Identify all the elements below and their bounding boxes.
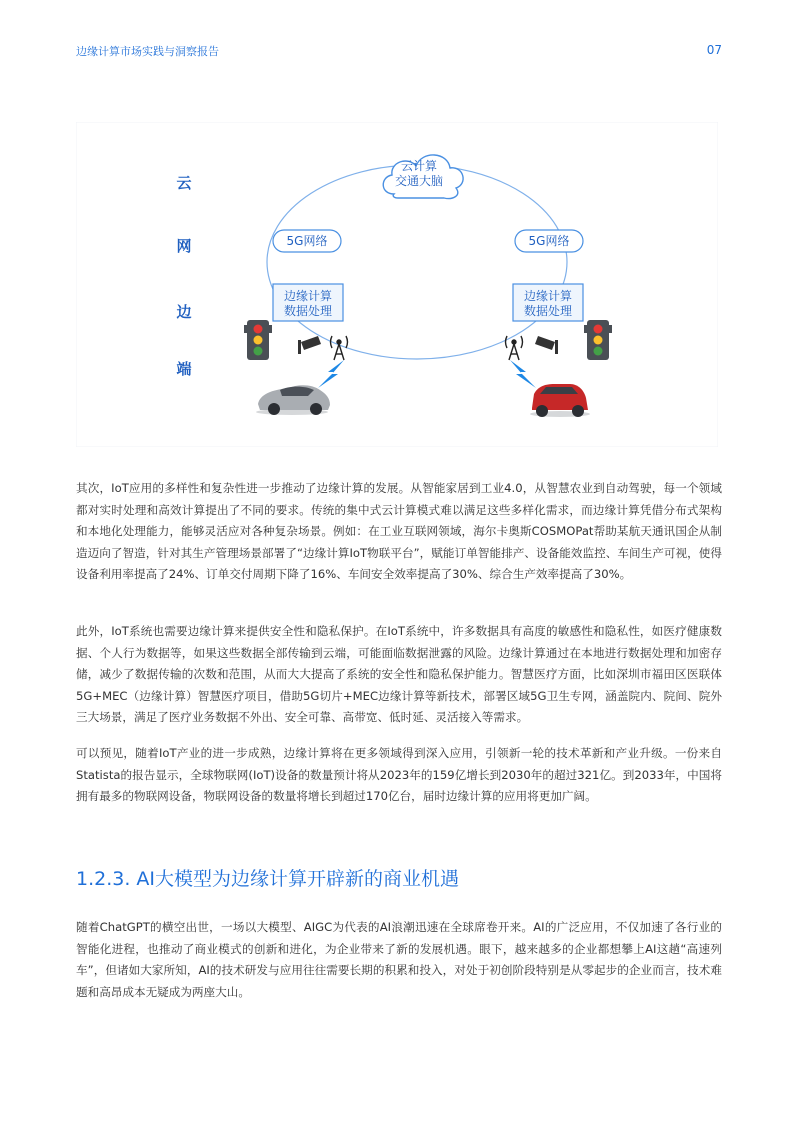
- edge-right-line1: 边缘计算: [523, 289, 573, 303]
- paragraph-iot-security: 此外，IoT系统也需要边缘计算来提供安全性和隐私保护。在IoT系统中，许多数据具有高度的敏感性和隐私性，如医疗健康数据、个人行为数据等，如果这些数据全部传输到云端，可能面临数据泄露的风险。边缘计算通过在本地进行数据处理和加密存储，减少了数据传输的次数和范围，从而大大提高了系统的安全性和隐私保护能力。智慧医疗方面，比如深圳市福田区医联体5G+MEC（边缘计算）智慧医疗项目，借助5G切片+MEC边缘计算等新技术，部署区域5G卫生专网，涵盖院内、院间、院外三大场景，满足了医疗业务数据不外出、安全可靠、高带宽、低时延、灵活接入等需求。: [76, 624, 722, 724]
- section-title: 1.2.3. AI大模型为边缘计算开辟新的商业机遇: [76, 868, 460, 890]
- edge-computing-diagram: [76, 122, 718, 447]
- page-number: 07: [706, 43, 722, 57]
- car-icon: [530, 384, 590, 417]
- layer-label-device: 端: [176, 360, 192, 378]
- report-header-title: 边缘计算市场实践与洞察报告: [76, 45, 219, 58]
- cloud-label-line2: 交通大脑: [394, 174, 444, 188]
- traffic-light-icon: [584, 320, 612, 360]
- edge-right-line2: 数据处理: [523, 304, 573, 318]
- layer-label-cloud: 云: [176, 174, 192, 192]
- paragraph-iot-diversity: 其次，IoT应用的多样性和复杂性进一步推动了边缘计算的发展。从智能家居到工业4.0，从智慧农业到自动驾驶，每一个领域都对实时处理和高效计算提出了不同的要求。传统的集中式云计算模式难以满足这些多样化需求，而边缘计算凭借分布式架构和本地化处理能力，能够灵活应对各种复杂场景。例如：在工业互联网领域，海尔卡奥斯COSMOPat帮助某航天通讯国企从制造迈向了智造，针对其生产管理场景部署了“边缘计算IoT物联平台”，赋能订单智能排产、设备能效监控、车间生产可视，使得设备利用率提高了24%、订单交付周期下降了16%、车间安全效率提高了30%、综合生产效率提高了30%。: [76, 481, 722, 581]
- cloud-label-line1: 云计算: [400, 159, 438, 173]
- traffic-light-icon: [244, 320, 272, 360]
- paragraph-ai-models: 随着ChatGPT的横空出世，一场以大模型、AIGC为代表的AI浪潮迅速在全球席卷开来。AI的广泛应用，不仅加速了各行业的智能化进程，也推动了商业模式的创新和进化，为企业带来了新的发展机遇。眼下，越来越多的企业都想攀上AI这趟“高速列车”，但诸如大家所知，AI的技术研发与应用往往需要长期的积累和投入，对处于初创阶段特别是从零起步的企业而言，技术难题和高昂成本无疑成为两座大山。: [76, 920, 722, 999]
- network-label-right: 5G网络: [528, 234, 570, 248]
- layer-label-edge: 边: [176, 303, 192, 321]
- edge-left-line1: 边缘计算: [283, 289, 333, 303]
- network-label-left: 5G网络: [286, 234, 328, 248]
- edge-left-line2: 数据处理: [283, 304, 333, 318]
- layer-label-network: 网: [176, 237, 192, 255]
- paragraph-iot-outlook: 可以预见，随着IoT产业的进一步成熟，边缘计算将在更多领域得到深入应用，引领新一轮的技术革新和产业升级。一份来自Statista的报告显示，全球物联网(IoT)设备的数量预计将从2023年的159亿增长到2030年的超过321亿。到2033年，中国将拥有最多的物联网设备，物联网设备的数量将增长到超过170亿台，届时边缘计算的应用将更加广阔。: [76, 746, 722, 803]
